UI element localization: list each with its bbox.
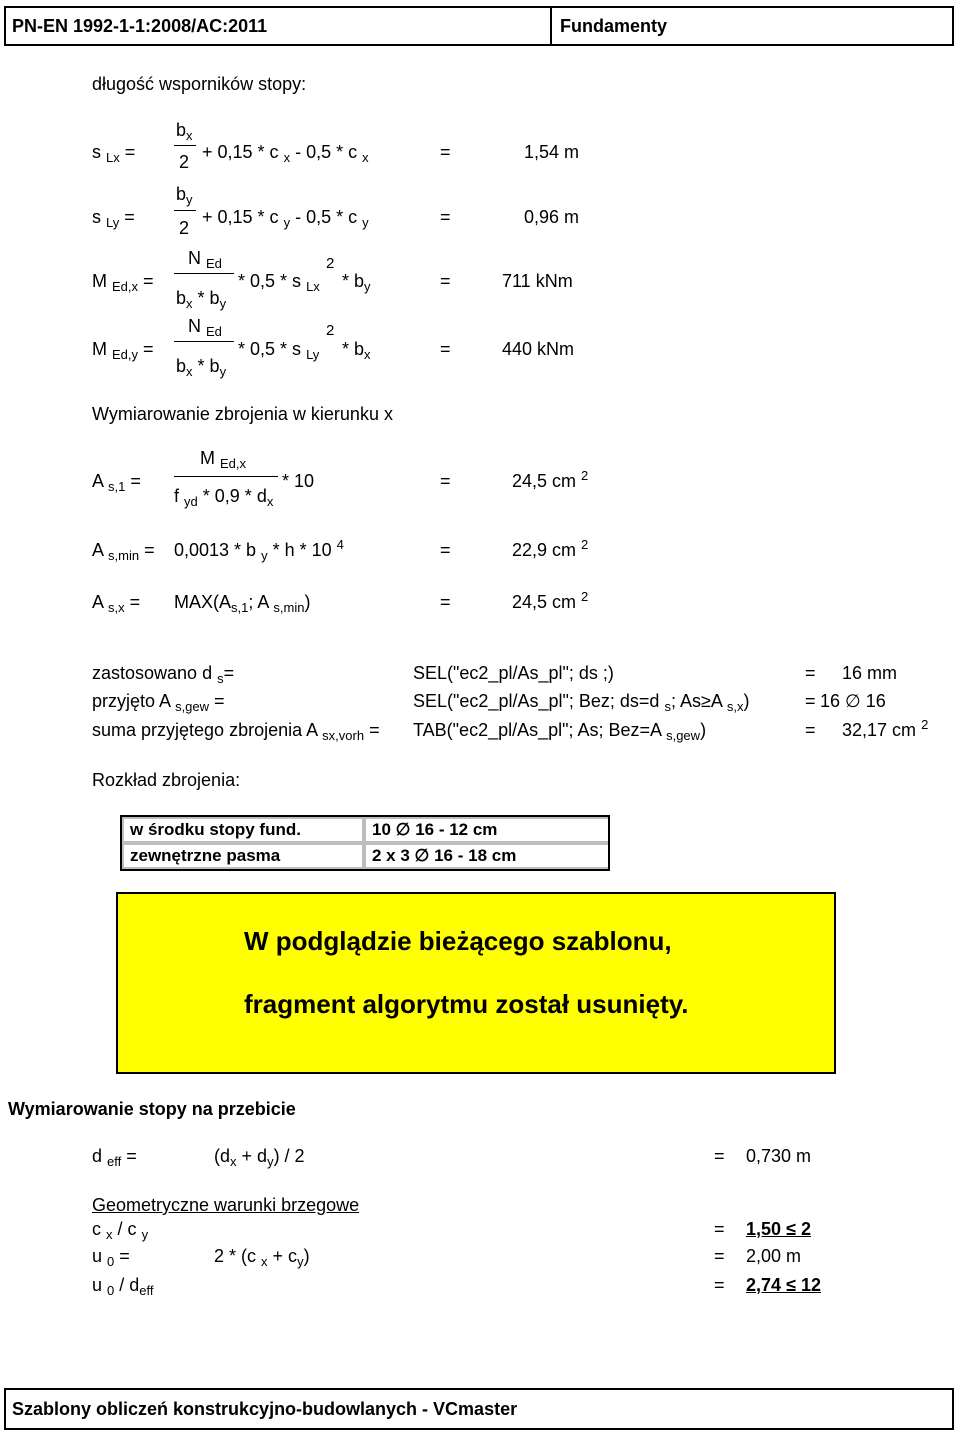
fraction-bar	[174, 273, 234, 274]
As1-result: 24,5 cm $^2$	[512, 468, 589, 491]
diameter-icon: ∅	[414, 846, 430, 865]
sum-value: 32,17 cm $^2$	[842, 717, 929, 740]
MEdx-lhs: M $_{Ed,x}$ =	[92, 271, 154, 294]
MEdx-power: 2	[326, 255, 335, 272]
standard-title: PN-EN 1992-1-1:2008/AC:2011	[12, 16, 268, 36]
footer-text: Szablony obliczeń konstrukcyjno-budowlanych - VCmaster	[12, 1399, 518, 1419]
reinforcement-x-title: Wymiarowanie zbrojenia w kierunku x	[92, 404, 393, 424]
page-footer	[4, 1388, 954, 1430]
sum-eq: =	[805, 720, 816, 740]
notice-line-2: fragment algorytmu został usunięty.	[244, 989, 689, 1019]
accepted-eq: =	[805, 691, 816, 711]
MEdy-middle: * 0,5 * s $_{Ly}$	[238, 339, 320, 362]
table-row-label: w środku stopy fund.	[124, 819, 362, 841]
less-equal-icon: ≤	[786, 1275, 796, 1295]
sLx-result: 1,54 m	[524, 142, 580, 162]
MEdx-middle: * 0,5 * s $_{Lx}$	[238, 271, 320, 294]
MEdx-tail: * $b_y$	[342, 271, 371, 294]
chapter-title: Fundamenty	[560, 16, 668, 36]
deff-lhs: d $_{eff}$ =	[92, 1146, 137, 1169]
preview-notice	[116, 892, 836, 1074]
u0-eq: =	[714, 1246, 725, 1266]
As1-tail: * 10	[282, 471, 315, 491]
sLx-rest: + 0,15 * c $_x$ - 0,5 * c $_x$	[202, 142, 369, 165]
fraction-bar	[174, 476, 278, 477]
As1-numerator: M $_{Ed,x}$	[200, 448, 247, 471]
diameter-icon: ∅	[845, 691, 861, 711]
Asx-formula: $MAX(A_{s,1}$; A $_{s,min}$)	[174, 592, 311, 615]
sum-label: suma przyjętego zbrojenia A $_{sx,vorh}$ =	[92, 720, 380, 743]
table-row-label: zewnętrzne pasma	[124, 845, 362, 867]
diameter-formula: SEL("ec2_pl/As_pl"; ds ;)	[413, 663, 614, 683]
sLy-denominator: 2	[179, 218, 190, 238]
accepted-value: 16 ∅ 16	[820, 691, 886, 711]
sLx-numerator: $b_x$	[176, 120, 193, 143]
As1-denominator: f $_{yd} * 0,9 * d_x$	[174, 486, 274, 509]
sLx-eq: =	[440, 142, 451, 162]
u0deff-lhs: u $_0 / d_{eff}$	[92, 1275, 154, 1298]
Asx-result: 24,5 cm $^2$	[512, 589, 589, 612]
fraction-bar	[174, 145, 196, 146]
sLx-lhs: s $_{Lx}$ =	[92, 142, 136, 165]
MEdx-result: 711 kNm	[502, 271, 573, 291]
sLy-result: 0,96 m	[524, 207, 580, 227]
table-row-value: 2 x 3 ∅ 16 - 18 cm	[366, 845, 608, 867]
page-header	[4, 6, 954, 46]
deff-formula: $(d_x + d_y) / 2$	[214, 1146, 305, 1169]
As1-lhs: A $_{s,1}$ =	[92, 471, 141, 494]
As1-eq: =	[440, 471, 451, 491]
sLy-rest: + 0,15 * c $_y$ - 0,5 * c $_y$	[202, 207, 369, 230]
Asmin-eq: =	[440, 540, 451, 560]
MEdy-power: 2	[326, 322, 335, 339]
MEdx-eq: =	[440, 271, 451, 291]
fraction-bar	[174, 210, 196, 211]
sum-formula: TAB("ec2_pl/As_pl"; As; Bez=A $_{s,gew}$)	[413, 720, 707, 743]
deff-result: 0,730 m	[746, 1146, 812, 1166]
diameter-label: zastosowano d $_s$=	[92, 663, 235, 686]
MEdy-eq: =	[440, 339, 451, 359]
u0-lhs: u $_0$ =	[92, 1246, 130, 1269]
cantilever-length-title: długość wsporników stopy:	[92, 74, 307, 94]
MEdx-denominator: $b_x * b_y$	[176, 288, 227, 311]
u0-result: 2,00 m	[746, 1246, 802, 1266]
Asmin-formula: 0,0013 * b $_y$ * h * 10 $^4$	[174, 537, 344, 563]
Asx-eq: =	[440, 592, 451, 612]
diameter-value: 16 mm	[842, 663, 898, 683]
Asx-lhs: A $_{s,x}$ =	[92, 592, 141, 615]
sLy-eq: =	[440, 207, 451, 227]
cxcy-eq: =	[714, 1219, 725, 1239]
sLy-lhs: s $_{Ly}$ =	[92, 207, 135, 230]
MEdy-result: 440 kNm	[502, 339, 575, 359]
fraction-bar	[174, 341, 234, 342]
cxcy-result: 1,50 ≤ 2	[746, 1219, 811, 1239]
MEdy-lhs: M $_{Ed,y}$ =	[92, 339, 154, 362]
deff-eq: =	[714, 1146, 725, 1166]
u0deff-result: 2,74 ≤ 12	[746, 1275, 821, 1295]
header-divider	[550, 8, 552, 44]
MEdx-numerator: N $_{Ed}$	[188, 248, 222, 271]
table-row-value: 10 ∅ 16 - 12 cm	[366, 819, 608, 841]
cxcy-lhs: c $_x$ / c $_y$	[92, 1219, 149, 1242]
geometry-conditions-title: Geometryczne warunki brzegowe	[92, 1195, 360, 1215]
u0-formula: 2 * (c $_x + c_y$)	[214, 1246, 310, 1269]
diameter-eq: =	[805, 663, 816, 683]
Asmin-lhs: A $_{s,min}$ =	[92, 540, 155, 563]
MEdy-denominator: $b_x * b_y$	[176, 356, 227, 379]
Asmin-result: 22,9 cm $^2$	[512, 537, 589, 560]
notice-line-1: W podglądzie bieżącego szablonu,	[244, 926, 672, 956]
punching-title: Wymiarowanie stopy na przebicie	[8, 1099, 296, 1119]
sLx-denominator: 2	[179, 152, 190, 172]
u0deff-eq: =	[714, 1275, 725, 1295]
accepted-formula: SEL("ec2_pl/As_pl"; Bez; ds=d $_s$; As≥A $_{s,x}$)	[413, 691, 750, 714]
less-equal-icon: ≤	[786, 1219, 796, 1239]
MEdy-numerator: N $_{Ed}$	[188, 316, 222, 339]
sLy-numerator: $b_y$	[176, 184, 193, 207]
MEdy-tail: * $b_x$	[342, 339, 371, 362]
distribution-title: Rozkład zbrojenia:	[92, 770, 241, 790]
diameter-icon: ∅	[395, 820, 411, 839]
distribution-table	[120, 815, 610, 871]
accepted-label: przyjęto A $_{s,gew}$ =	[92, 691, 225, 714]
